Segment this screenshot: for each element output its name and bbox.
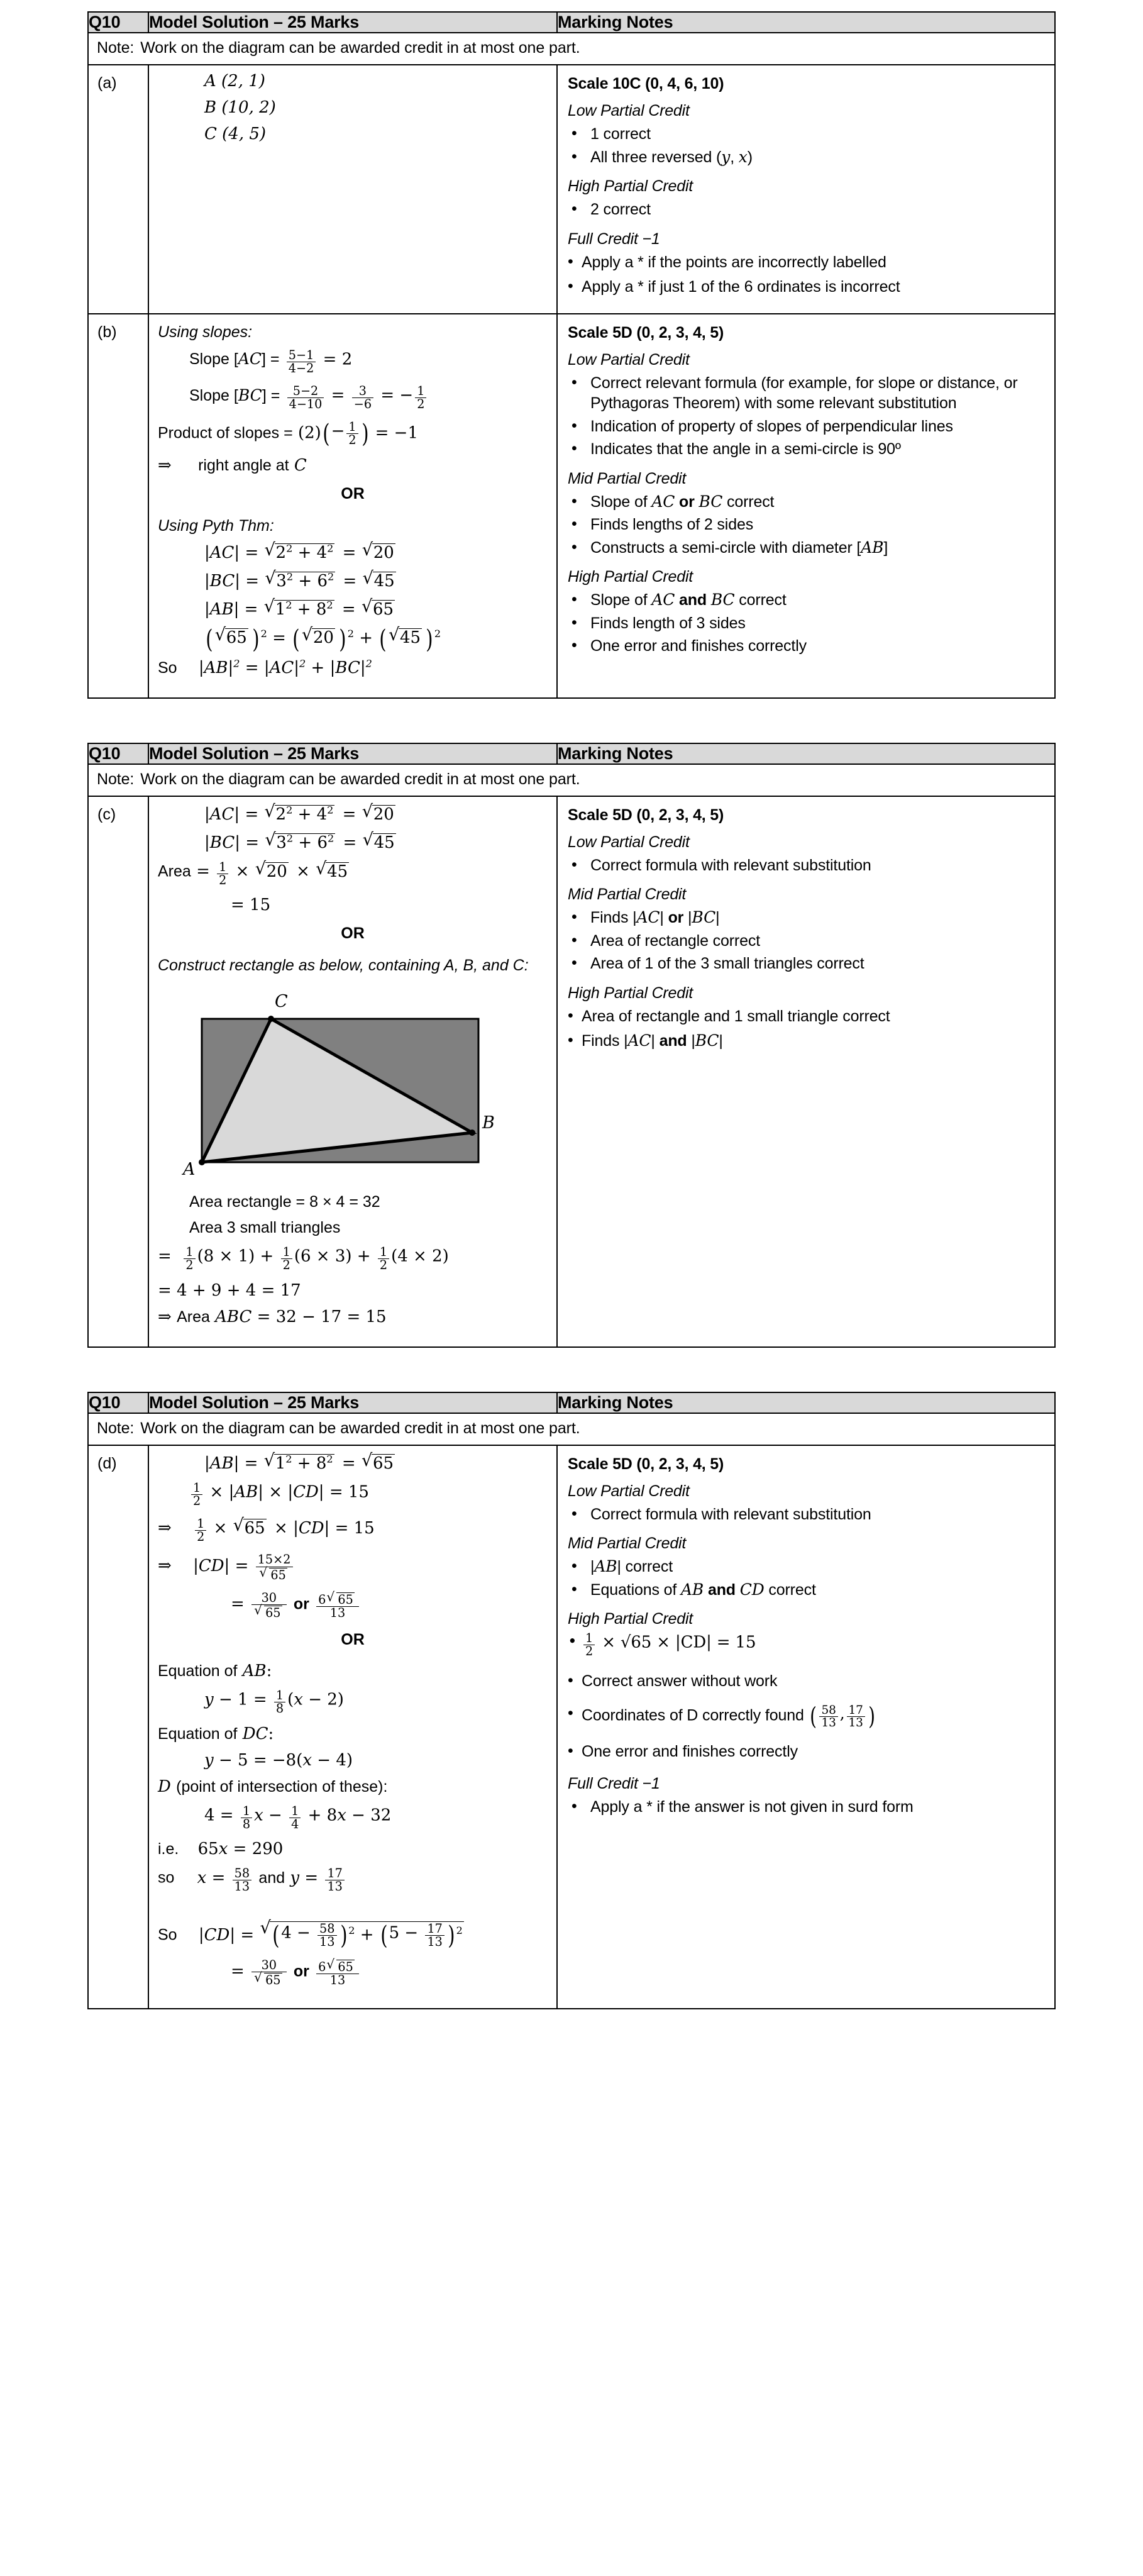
list-item: • Area of rectangle correct bbox=[568, 931, 1046, 952]
note-text: Work on the diagram can be awarded credit in at most one part. bbox=[140, 770, 580, 788]
coords-y-num: 17 bbox=[848, 1703, 863, 1717]
cd-value-den2: 13 bbox=[316, 1606, 359, 1619]
list-item: • Finds |AC| and |BC| bbox=[568, 1031, 1046, 1052]
ab-lhs-d: |AB| = bbox=[204, 1453, 258, 1473]
ac-lhs-c: |AC| = bbox=[204, 804, 259, 824]
low-partial-credit-heading-b: Low Partial Credit bbox=[568, 350, 690, 369]
note-cell bbox=[88, 764, 1055, 796]
solution-cell-a bbox=[148, 65, 557, 314]
cd-isolated-d: ⇒ |CD| = 15×2 √ 65 bbox=[158, 1553, 548, 1581]
y-numerator: 17 bbox=[327, 1865, 343, 1880]
list-item: • Equations of AB and CD correct bbox=[568, 1580, 1046, 1601]
mid-partial-credit-list-d bbox=[568, 1557, 1046, 1600]
high-partial-credit-list-d bbox=[568, 1632, 1046, 1762]
ac-lhs: |AC| = bbox=[204, 543, 259, 562]
table-row-part-d bbox=[88, 1445, 1055, 2009]
header-marking-notes: Marking Notes bbox=[557, 1392, 1055, 1413]
list-item: • Slope of AC and BC correct bbox=[568, 590, 1046, 611]
equation-of-ab: y − 1 = $\frac{1}{8}$ (x − 2) bbox=[204, 1688, 344, 1716]
bc-length-equation-c: |BC| = √ $3^2 + 6^2$ = √ 45 bbox=[158, 833, 548, 851]
slope-ac-denominator: 4−2 bbox=[287, 362, 316, 375]
part-label-c: (c) bbox=[88, 796, 148, 1347]
diagram-label-c: C bbox=[275, 992, 288, 1012]
mid-partial-credit-list-b bbox=[568, 492, 1046, 558]
list-item: • Finds |AC| or |BC| bbox=[568, 908, 1046, 928]
point-d-equation: 4 = $\frac{1}{8}$ x − $\frac{1}{4}$ + 8x − 32 bbox=[204, 1803, 392, 1831]
list-item: • Coordinates of D correctly found ( $\frac{58}{13}$ , $\frac{17}{13}$ ) bbox=[568, 1704, 1046, 1729]
construct-rectangle-text: Construct rectangle as below, containing A, B, and C: bbox=[158, 957, 529, 975]
high-partial-credit-heading-c: High Partial Credit bbox=[568, 984, 693, 1002]
list-item: • Finds lengths of 2 sides bbox=[568, 514, 1046, 535]
header-question: Q10 bbox=[88, 1392, 148, 1413]
diagram-svg bbox=[164, 986, 516, 1181]
list-item: • Area of rectangle and 1 small triangle correct bbox=[568, 1006, 1046, 1027]
slope-bc-denominator: 4−10 bbox=[287, 397, 324, 411]
note-text: Work on the diagram can be awarded credit in at most one part. bbox=[140, 1419, 580, 1437]
table-row-part-c bbox=[88, 796, 1055, 1347]
scale-heading-b: Scale 5D (0, 2, 3, 4, 5) bbox=[568, 323, 724, 341]
or-separator-c: OR bbox=[341, 924, 365, 943]
notes-cell-c bbox=[557, 796, 1055, 1347]
ac-length-equation-c: |AC| = √ $2^2 + 4^2$ = √ 20 bbox=[158, 804, 548, 823]
low-partial-credit-list-d bbox=[568, 1504, 1046, 1525]
slope-ac-numerator: 5−1 bbox=[288, 347, 314, 362]
coords-x-den: 13 bbox=[819, 1716, 837, 1729]
low-partial-credit-list-a bbox=[568, 124, 1046, 167]
point-d-label: D (point of intersection of these): bbox=[158, 1777, 388, 1796]
product-of-slopes-equation: Product of slopes = (2)(− $\frac{1}{2}$ ) = −1 bbox=[158, 418, 418, 448]
list-item: • Constructs a semi-circle with diameter [AB] bbox=[568, 538, 1046, 558]
part-label-d: (d) bbox=[88, 1445, 148, 2009]
full-credit-heading-a: Full Credit −1 bbox=[568, 230, 660, 248]
full-credit-list-d bbox=[568, 1797, 1046, 1818]
using-pythagoras-heading: Using Pyth Thm: bbox=[158, 516, 274, 535]
marking-scheme-table-3 bbox=[87, 1392, 1056, 2009]
final-cd-value: = 30 √ 65 or $\frac{6 √ 65}{13}$ bbox=[158, 1959, 548, 1987]
mid-partial-credit-heading-d: Mid Partial Credit bbox=[568, 1535, 687, 1553]
note-text: Work on the diagram can be awarded credit in at most one part. bbox=[140, 39, 580, 57]
diagram-label-b: B bbox=[482, 1113, 495, 1133]
small-triangles-total: = 4 + 9 + 4 = 17 bbox=[158, 1280, 301, 1300]
slope-ac-equation: Slope [AC] = $\frac{5-1}{4-2}$ = 2 bbox=[189, 347, 353, 375]
point-a: A (2, 1) bbox=[204, 72, 265, 91]
list-item: • Correct relevant formula (for example, for slope or distance, or Pythagoras Theorem) with some relevant substitution bbox=[568, 373, 1046, 414]
marking-scheme-table-2 bbox=[87, 743, 1056, 1348]
area-substituted-d: ⇒ $\frac{1}{2}$ × √ 65 × |CD| = 15 bbox=[158, 1518, 548, 1543]
table-header-row bbox=[88, 12, 1055, 33]
ab-length-equation: |AB| = √ $1^2 + 8^2$ = √ 65 bbox=[158, 599, 548, 618]
slope-bc-numerator: 5−2 bbox=[292, 383, 319, 398]
low-partial-credit-heading-a: Low Partial Credit bbox=[568, 102, 690, 119]
pythagoras-check-equation: ( √ 65 ) $^2$ = ( √ 20 ) $^2$ + ( √ 45 ) $^2$ bbox=[158, 628, 548, 650]
vertex-c-dot bbox=[268, 1016, 274, 1022]
mid-partial-credit-heading-b: Mid Partial Credit bbox=[568, 469, 687, 487]
small-triangles-sum: = $\frac{1}{2}$ (8 × 1) + $\frac{1}{2}$ (6 × 3) + $\frac{1}{2}$ (4 × 2) bbox=[158, 1245, 449, 1273]
right-angle-point: C bbox=[294, 455, 307, 475]
slope-bc-mid-numerator: 3 bbox=[358, 383, 367, 398]
list-item: • One error and finishes correctly bbox=[568, 636, 1046, 657]
scale-heading-a: Scale 10C (0, 4, 6, 10) bbox=[568, 75, 724, 92]
final-cd-numerator: 30 bbox=[261, 1957, 277, 1972]
list-item: • |AB| correct bbox=[568, 1557, 1046, 1577]
high-partial-credit-heading-a: High Partial Credit bbox=[568, 177, 693, 195]
using-slopes-heading: Using slopes: bbox=[158, 323, 253, 341]
list-item: • One error and finishes correctly bbox=[568, 1741, 1046, 1762]
equation-of-ab-label: Equation of AB: bbox=[158, 1662, 272, 1681]
implies-arrow-icon: ⇒ bbox=[158, 1557, 172, 1576]
final-so-label: So bbox=[158, 1926, 177, 1944]
list-item: • Indicates that the angle in a semi-circle is 90º bbox=[568, 439, 1046, 460]
equation-of-dc: y − 5 = −8(x − 4) bbox=[204, 1750, 353, 1770]
mid-partial-credit-list-c bbox=[568, 908, 1046, 974]
part-label-b: (b) bbox=[88, 314, 148, 698]
area-equation-d: $\frac{1}{2}$ × |AB| × |CD| = 15 bbox=[158, 1482, 548, 1507]
conclusion-equation: $|AB|^2 = |AC|^2 + |BC|^2$ bbox=[198, 657, 372, 677]
area-formula-c: Area = $\frac{1}{2}$ × √ 20 × √ 45 bbox=[158, 861, 548, 887]
list-item: • Apply a * if just 1 of the 6 ordinates is incorrect bbox=[568, 277, 1046, 297]
list-item: • All three reversed (y, x) bbox=[568, 147, 1046, 168]
final-cd-or: or bbox=[293, 1962, 309, 1980]
pythagoras-conclusion bbox=[158, 657, 548, 677]
notes-cell-a bbox=[557, 65, 1055, 314]
so-xy-equation: so x = $\frac{58}{13}$ and y = $\frac{17}{13}$ bbox=[158, 1867, 548, 1893]
header-marking-notes: Marking Notes bbox=[557, 743, 1055, 764]
note-row bbox=[88, 1413, 1055, 1445]
list-item: • 2 correct bbox=[568, 199, 1046, 220]
cd-value-d: = 30 √ 65 or $\frac{6 √ 65}{13}$ bbox=[158, 1592, 548, 1619]
area-small-triangles-label: Area 3 small triangles bbox=[189, 1219, 341, 1237]
equation-of-dc-label: Equation of DC: bbox=[158, 1724, 274, 1743]
ac-length-equation: |AC| = √ $2^2 + 4^2$ = √ 20 bbox=[158, 543, 548, 561]
ab-lhs: |AB| = bbox=[204, 599, 258, 619]
cd-value-or: or bbox=[293, 1595, 309, 1613]
coords-item-text: Coordinates of D correctly found bbox=[582, 1706, 804, 1724]
header-model-solution: Model Solution – 25 Marks bbox=[148, 12, 557, 33]
implies-arrow-icon: ⇒ bbox=[158, 455, 172, 475]
note-row bbox=[88, 764, 1055, 796]
note-label: Note: bbox=[97, 39, 135, 57]
solution-cell-c bbox=[148, 796, 557, 1347]
scale-heading-c: Scale 5D (0, 2, 3, 4, 5) bbox=[568, 806, 724, 824]
x-denominator: 13 bbox=[233, 1880, 251, 1893]
high-partial-credit-list-b bbox=[568, 590, 1046, 657]
high-partial-credit-list-c bbox=[568, 1006, 1046, 1052]
area-value-c: = 15 bbox=[231, 896, 271, 915]
slope-ac-result: = 2 bbox=[323, 350, 353, 369]
coords-x-num: 58 bbox=[821, 1703, 836, 1717]
cd-numerator: 15×2 bbox=[257, 1552, 291, 1567]
implies-arrow-icon: ⇒ bbox=[158, 1518, 172, 1538]
table-header-row bbox=[88, 743, 1055, 764]
high-partial-credit-list-a bbox=[568, 199, 1046, 220]
right-angle-text: right angle at bbox=[198, 456, 289, 474]
x-numerator: 58 bbox=[234, 1865, 250, 1880]
bc-length-equation: |BC| = √ $3^2 + 6^2$ = √ 45 bbox=[158, 571, 548, 589]
ab-length-equation-d: |AB| = √ $1^2 + 8^2$ = √ 65 bbox=[158, 1453, 548, 1472]
slope-bc-result-denominator: 2 bbox=[415, 397, 426, 411]
slope-bc-mid-denominator: −6 bbox=[352, 397, 373, 411]
note-cell bbox=[88, 1413, 1055, 1445]
mid-partial-credit-heading-c: Mid Partial Credit bbox=[568, 886, 687, 904]
or-separator-d: OR bbox=[341, 1631, 365, 1649]
product-label: Product of slopes = bbox=[158, 424, 293, 442]
full-credit-heading-d: Full Credit −1 bbox=[568, 1774, 660, 1792]
vertex-b-dot bbox=[469, 1130, 475, 1136]
vertex-a-dot bbox=[199, 1159, 205, 1165]
low-partial-credit-list-b bbox=[568, 373, 1046, 460]
y-denominator: 13 bbox=[325, 1880, 344, 1893]
full-credit-list-a bbox=[568, 252, 1046, 297]
low-partial-credit-heading-c: Low Partial Credit bbox=[568, 833, 690, 851]
slope-bc-result-numerator: 1 bbox=[417, 383, 425, 398]
header-question: Q10 bbox=[88, 743, 148, 764]
final-cd-den2: 13 bbox=[316, 1974, 359, 1987]
list-item: • Area of 1 of the 3 small triangles correct bbox=[568, 953, 1046, 974]
point-b: B (10, 2) bbox=[204, 98, 276, 117]
note-row bbox=[88, 33, 1055, 65]
bc-lhs: |BC| = bbox=[204, 571, 260, 591]
list-item: • 1 correct bbox=[568, 124, 1046, 145]
list-item: • Correct answer without work bbox=[568, 1671, 1046, 1692]
list-item: • Apply a * if the points are incorrectly labelled bbox=[568, 252, 1046, 273]
bc-lhs-c: |BC| = bbox=[204, 833, 260, 852]
list-item-formula: • $\frac{1}{2}$ × √65 × |CD| = 15 bbox=[568, 1632, 1046, 1658]
note-label: Note: bbox=[97, 770, 135, 788]
product-factor: (2) bbox=[297, 423, 321, 443]
so-label-d: so bbox=[158, 1868, 175, 1887]
list-item: • Finds length of 3 sides bbox=[568, 613, 1046, 634]
header-model-solution: Model Solution – 25 Marks bbox=[148, 1392, 557, 1413]
area-abc-final: ⇒ Area ABC = 32 − 17 = 15 bbox=[158, 1307, 387, 1326]
list-item: • Apply a * if the answer is not given in surd form bbox=[568, 1797, 1046, 1818]
solution-cell-b bbox=[148, 314, 557, 698]
part-label-a: (a) bbox=[88, 65, 148, 314]
header-marking-notes: Marking Notes bbox=[557, 12, 1055, 33]
low-partial-credit-list-c bbox=[568, 855, 1046, 876]
low-partial-credit-heading-d: Low Partial Credit bbox=[568, 1482, 690, 1500]
point-c: C (4, 5) bbox=[204, 125, 267, 143]
list-item: • Slope of AC or BC correct bbox=[568, 492, 1046, 513]
table-header-row bbox=[88, 1392, 1055, 1413]
so-label-b: So bbox=[158, 658, 177, 677]
area-rectangle-line: Area rectangle = 8 × 4 = 32 bbox=[189, 1193, 380, 1211]
diagram-label-a: A bbox=[183, 1160, 196, 1180]
high-partial-credit-heading-b: High Partial Credit bbox=[568, 568, 693, 586]
solution-cell-d bbox=[148, 1445, 557, 2009]
marking-scheme-table-1 bbox=[87, 11, 1056, 699]
header-question: Q10 bbox=[88, 12, 148, 33]
and-label: and bbox=[258, 1868, 285, 1887]
or-separator-b: OR bbox=[341, 484, 365, 502]
table-row-part-b bbox=[88, 314, 1055, 698]
rectangle-triangle-diagram bbox=[164, 986, 548, 1184]
table-row-part-a bbox=[88, 65, 1055, 314]
coords-y-den: 13 bbox=[847, 1716, 865, 1729]
slope-bc-equation: Slope [BC] = $\frac{5-2}{4-10}$ = $\frac{3}{-6}$ = − $\frac{1}{2}$ bbox=[158, 385, 548, 411]
cd-value-numerator: 30 bbox=[261, 1590, 277, 1605]
product-result: = −1 bbox=[375, 423, 418, 443]
scale-heading-d: Scale 5D (0, 2, 3, 4, 5) bbox=[568, 1455, 724, 1473]
header-model-solution: Model Solution – 25 Marks bbox=[148, 743, 557, 764]
list-item: • Correct formula with relevant substitution bbox=[568, 855, 1046, 876]
note-label: Note: bbox=[97, 1419, 135, 1437]
high-partial-credit-heading-d: High Partial Credit bbox=[568, 1610, 693, 1628]
notes-cell-d bbox=[557, 1445, 1055, 2009]
ie-label: i.e. bbox=[158, 1840, 179, 1858]
list-item: • Indication of property of slopes of perpendicular lines bbox=[568, 416, 1046, 437]
list-item: • Correct formula with relevant substitution bbox=[568, 1504, 1046, 1525]
notes-cell-b bbox=[557, 314, 1055, 698]
note-cell bbox=[88, 33, 1055, 65]
right-angle-conclusion bbox=[158, 457, 548, 474]
high-formula-text: × √65 × |CD| = 15 bbox=[602, 1633, 756, 1652]
final-cd-equation: So |CD| = √ (4 − $\frac{58}{13}$ ) $^2$ + (5 − $\frac{17}{13}$ ) $^2$ bbox=[158, 1921, 548, 1948]
ie-equation: i.e. 65x = 290 bbox=[158, 1839, 284, 1858]
